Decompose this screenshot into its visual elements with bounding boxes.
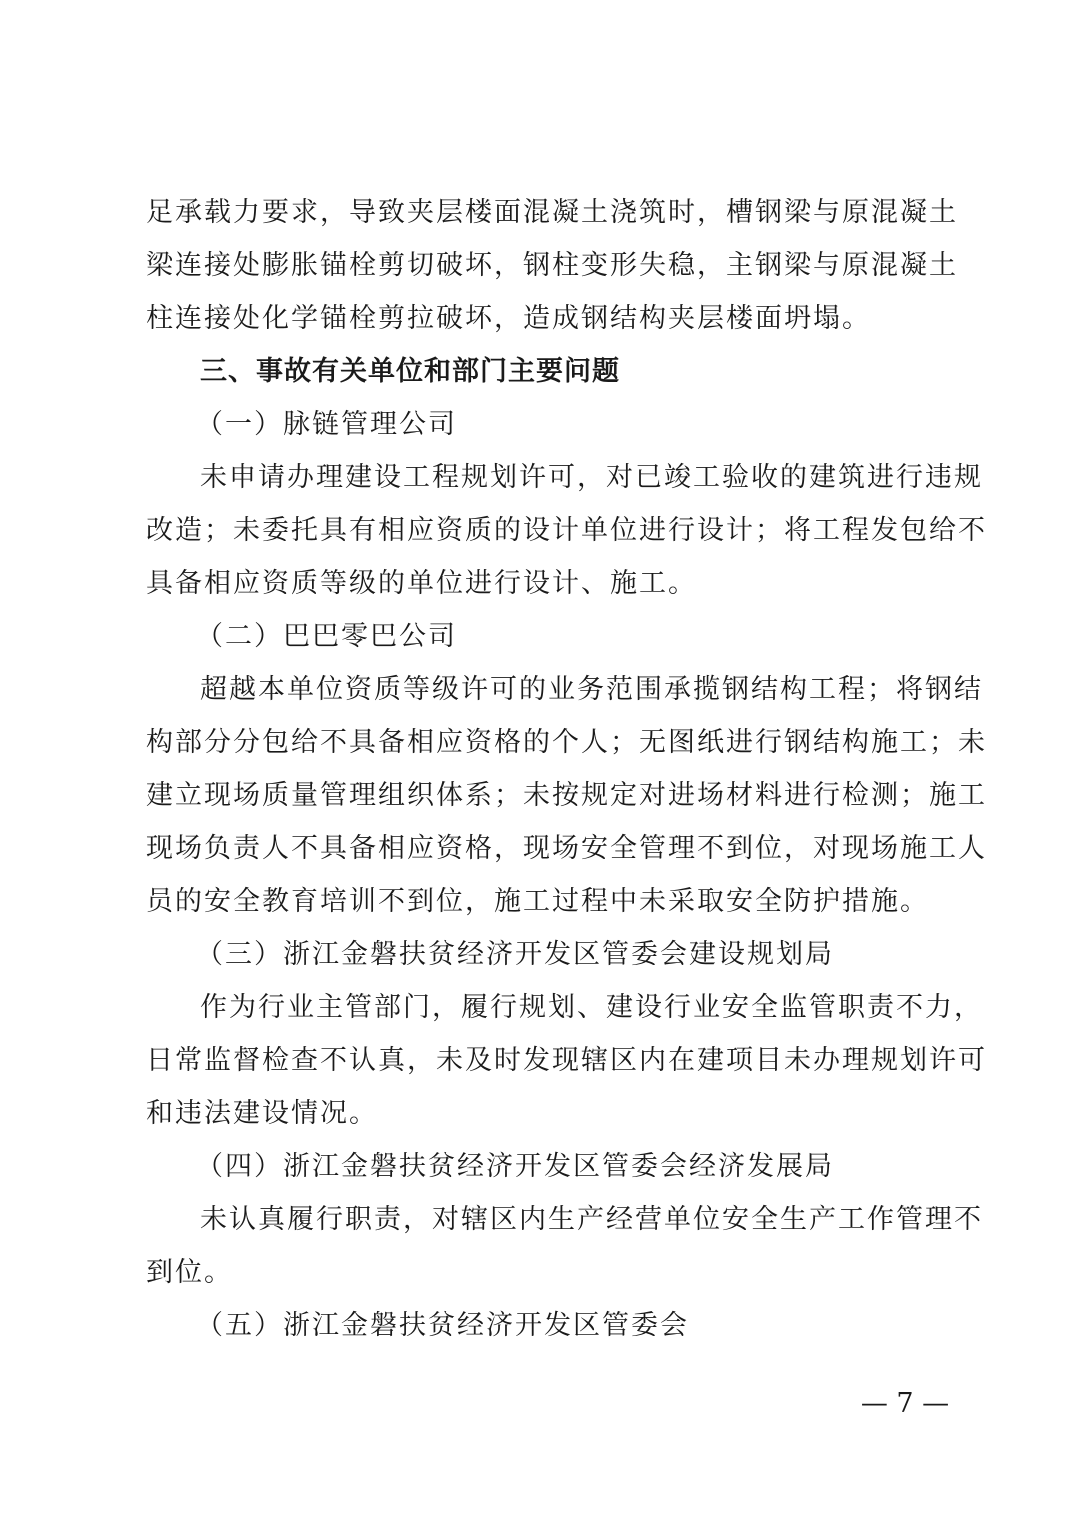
body-line: 未申请办理建设工程规划许可，对已竣工验收的建筑进行违规 (200, 462, 983, 493)
subsection-heading: （五）浙江金磐扶贫经济开发区管委会 (196, 1310, 689, 1341)
subsection-heading: （一）脉链管理公司 (196, 409, 457, 440)
body-line: 具备相应资质等级的单位进行设计、施工。 (146, 568, 697, 599)
body-line: 足承载力要求，导致夹层楼面混凝土浇筑时，槽钢梁与原混凝土 (146, 197, 958, 228)
subsection-heading: （四）浙江金磐扶贫经济开发区管委会经济发展局 (196, 1151, 834, 1182)
body-line: 改造；未委托具有相应资质的设计单位进行设计；将工程发包给不 (146, 515, 987, 546)
body-line: 梁连接处膨胀锚栓剪切破坏，钢柱变形失稳，主钢梁与原混凝土 (146, 250, 958, 281)
section-heading: 三、事故有关单位和部门主要问题 (200, 356, 620, 387)
body-line: 作为行业主管部门，履行规划、建设行业安全监管职责不力， (200, 992, 983, 1023)
body-line: 和违法建设情况。 (146, 1098, 378, 1129)
body-line: 超越本单位资质等级许可的业务范围承揽钢结构工程；将钢结 (200, 674, 983, 705)
body-line: 柱连接处化学锚栓剪拉破坏，造成钢结构夹层楼面坍塌。 (146, 303, 871, 334)
page-number: — 7 — (860, 1388, 950, 1419)
body-line: 建立现场质量管理组织体系；未按规定对进场材料进行检测；施工 (146, 780, 987, 811)
subsection-heading: （二）巴巴零巴公司 (196, 621, 457, 652)
body-line: 构部分分包给不具备相应资格的个人；无图纸进行钢结构施工；未 (146, 727, 987, 758)
body-line: 到位。 (146, 1257, 233, 1288)
body-line: 日常监督检查不认真，未及时发现辖区内在建项目未办理规划许可 (146, 1045, 987, 1076)
body-line: 未认真履行职责，对辖区内生产经营单位安全生产工作管理不 (200, 1204, 983, 1235)
body-line: 员的安全教育培训不到位，施工过程中未采取安全防护措施。 (146, 886, 929, 917)
subsection-heading: （三）浙江金磐扶贫经济开发区管委会建设规划局 (196, 939, 834, 970)
body-line: 现场负责人不具备相应资格，现场安全管理不到位，对现场施工人 (146, 833, 987, 864)
